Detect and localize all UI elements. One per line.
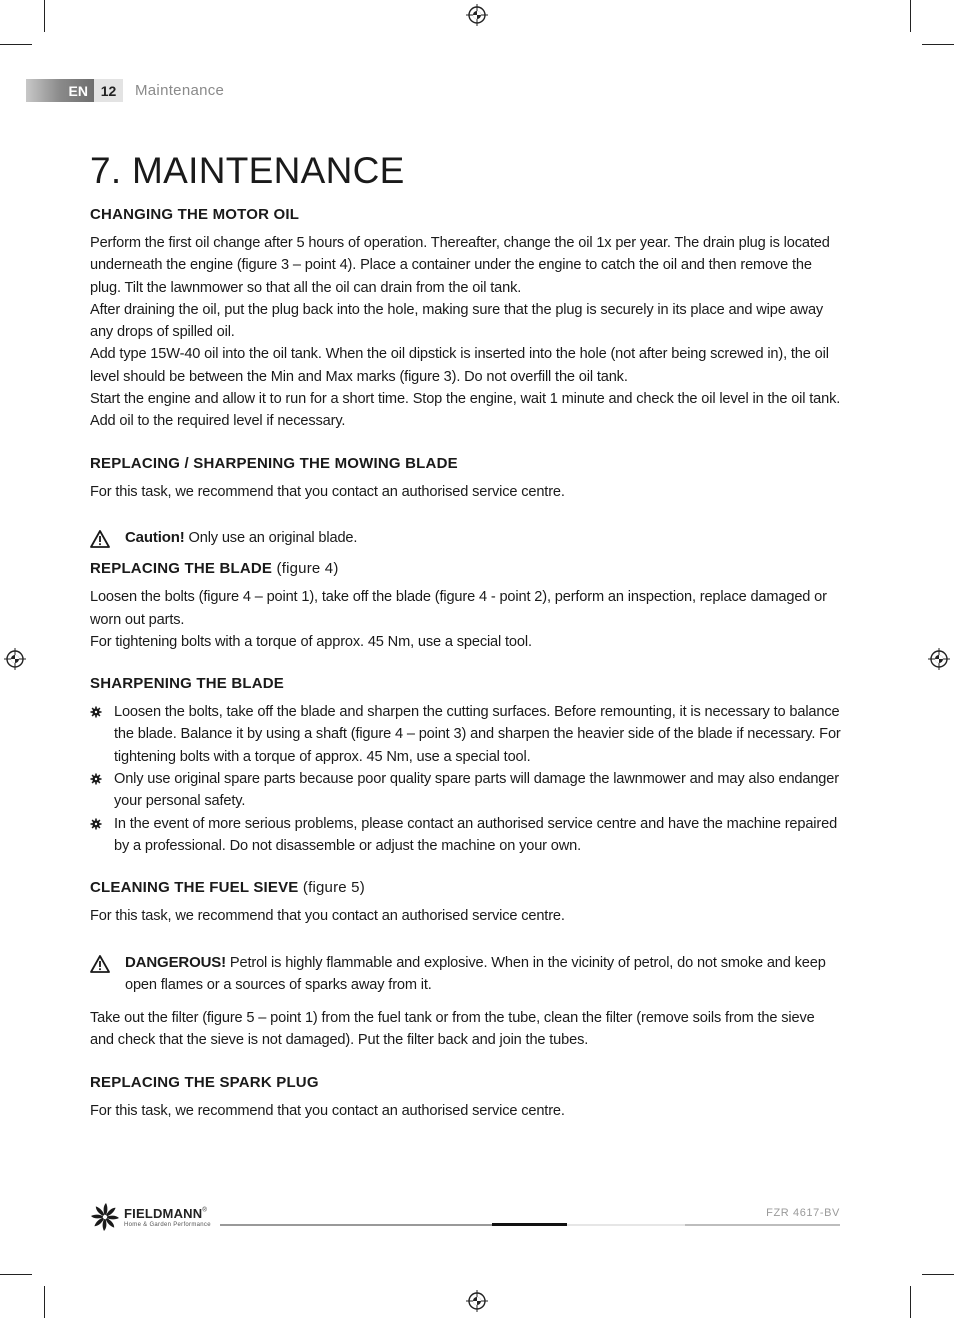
page-content [90,150,842,1122]
heading-replacing-sharpening: REPLACING / SHARPENING THE MOWING BLADE [90,454,458,472]
crop-mark [0,44,32,45]
caution-note [90,527,842,549]
paragraph: Perform the first oil change after 5 hours of operation. Thereafter, change the oil 1x per year. The drain plug is located underneath the engine (figure 3 – point 4). Place a container under the engine to catch the oil and then remove the plug. Tilt the lawnmower so that all the oil can drain from the oil tank. [90,235,830,296]
heading-text: CLEANING THE FUEL SIEVE [90,879,299,897]
crop-mark [922,1274,954,1275]
paragraph: Take out the filter (figure 5 – point 1) from the fuel tank or from the tube, clean the filter (remove soils from the sieve and check that the sieve is not damaged). Put the filter back and join the tubes. [90,1010,815,1049]
paragraph: For this task, we recommend that you contact an authorised service centre. [90,1102,565,1119]
warning-triangle-icon [90,527,125,549]
section-name: Maintenance [135,82,225,99]
footer-rule [685,1224,840,1226]
list-item-text: In the event of more serious problems, please contact an authorised service centre and have the machine repaired by a professional. Do not disassemble or adjust the machine on your own. [114,815,838,854]
crop-mark [0,1274,32,1275]
danger-note [90,952,842,997]
caution-label: Caution! [125,528,185,546]
list-item [90,701,842,768]
paragraph: For this task, we recommend that you contact an authorised service centre. [90,908,565,925]
paragraph: For tightening bolts with a torque of approx. 45 Nm, use a special tool. [90,633,532,650]
heading-replacing-blade [90,560,842,577]
caution-text: Only use an original blade. [184,529,358,546]
figure-reference: (figure 5) [298,879,365,897]
page-footer [90,1200,842,1236]
footer-rule-accent [492,1223,567,1226]
crop-mark [922,44,954,45]
danger-text: Petrol is highly flammable and explosive. When in the vicinity of petrol, do not smoke and keep open flames or a sources of sparks away from it. [125,954,826,993]
paragraph: Start the engine and allow it to run for a short time. Stop the engine, wait 1 minute and check the oil level in the oil tank. Add oil to the required level if necessary. [90,391,841,430]
fan-logo-icon [90,1202,120,1232]
paragraph: For this task, we recommend that you contact an authorised service centre. [90,483,565,500]
heading-motor-oil: CHANGING THE MOTOR OIL [90,206,300,223]
brand-logo [90,1202,211,1232]
model-number: FZR 4617-BV [766,1207,840,1219]
registration-mark-icon [466,1290,488,1312]
brand-mark: ® [202,1207,207,1214]
paragraph: Add type 15W-40 oil into the oil tank. When the oil dipstick is inserted into the hole (not after being screwed in), the oil level should be between the Min and Max marks (figure 3). Do not overfill the oil tank. [90,346,829,385]
crop-mark [44,1286,45,1318]
heading-spark-plug: REPLACING THE SPARK PLUG [90,1073,319,1091]
registration-mark-icon [466,4,488,26]
crop-mark [44,0,45,32]
brand-name: FIELDMANN [124,1206,203,1221]
language-tab: EN [26,79,94,102]
gear-bullet-icon [90,768,114,813]
list-item [90,768,842,813]
bullet-list [90,701,842,857]
page-title: 7. MAINTENANCE [90,150,405,191]
page-header [26,79,224,102]
paragraph: After draining the oil, put the plug back into the hole, making sure that the plug is securely in its place and wipe away any drops of spilled oil. [90,301,824,341]
brand-tagline: Home & Garden Performance [124,1222,211,1228]
list-item [90,813,842,858]
crop-mark [910,1286,911,1318]
danger-label: DANGEROUS! [125,953,227,971]
registration-mark-icon [4,648,26,670]
warning-triangle-icon [90,952,125,997]
list-item-text: Loosen the bolts, take off the blade and sharpen the cutting surfaces. Before remounting, it is necessary to balance the blade. Balance it by using a shaft (figure 4 – point 3) and sharpen the heavier side of the blade if necessary. For tightening bolts with a torque of approx. 45 Nm, use a special tool. [114,704,841,765]
footer-rule [567,1224,685,1226]
page-number: 12 [94,79,123,102]
footer-rule [220,1224,492,1226]
heading-text: REPLACING THE BLADE [90,560,273,578]
list-item-text: Only use original spare parts because poor quality spare parts will damage the lawnmower and may also endanger your personal safety. [114,771,839,810]
paragraph: Loosen the bolts (figure 4 – point 1), take off the blade (figure 4 - point 2), perform an inspection, replace damaged or worn out parts. [90,589,827,628]
heading-fuel-sieve [90,879,842,896]
gear-bullet-icon [90,813,114,858]
registration-mark-icon [928,648,950,670]
heading-sharpening: SHARPENING THE BLADE [90,675,285,693]
crop-mark [910,0,911,32]
gear-bullet-icon [90,701,114,768]
figure-reference: (figure 4) [272,560,339,578]
